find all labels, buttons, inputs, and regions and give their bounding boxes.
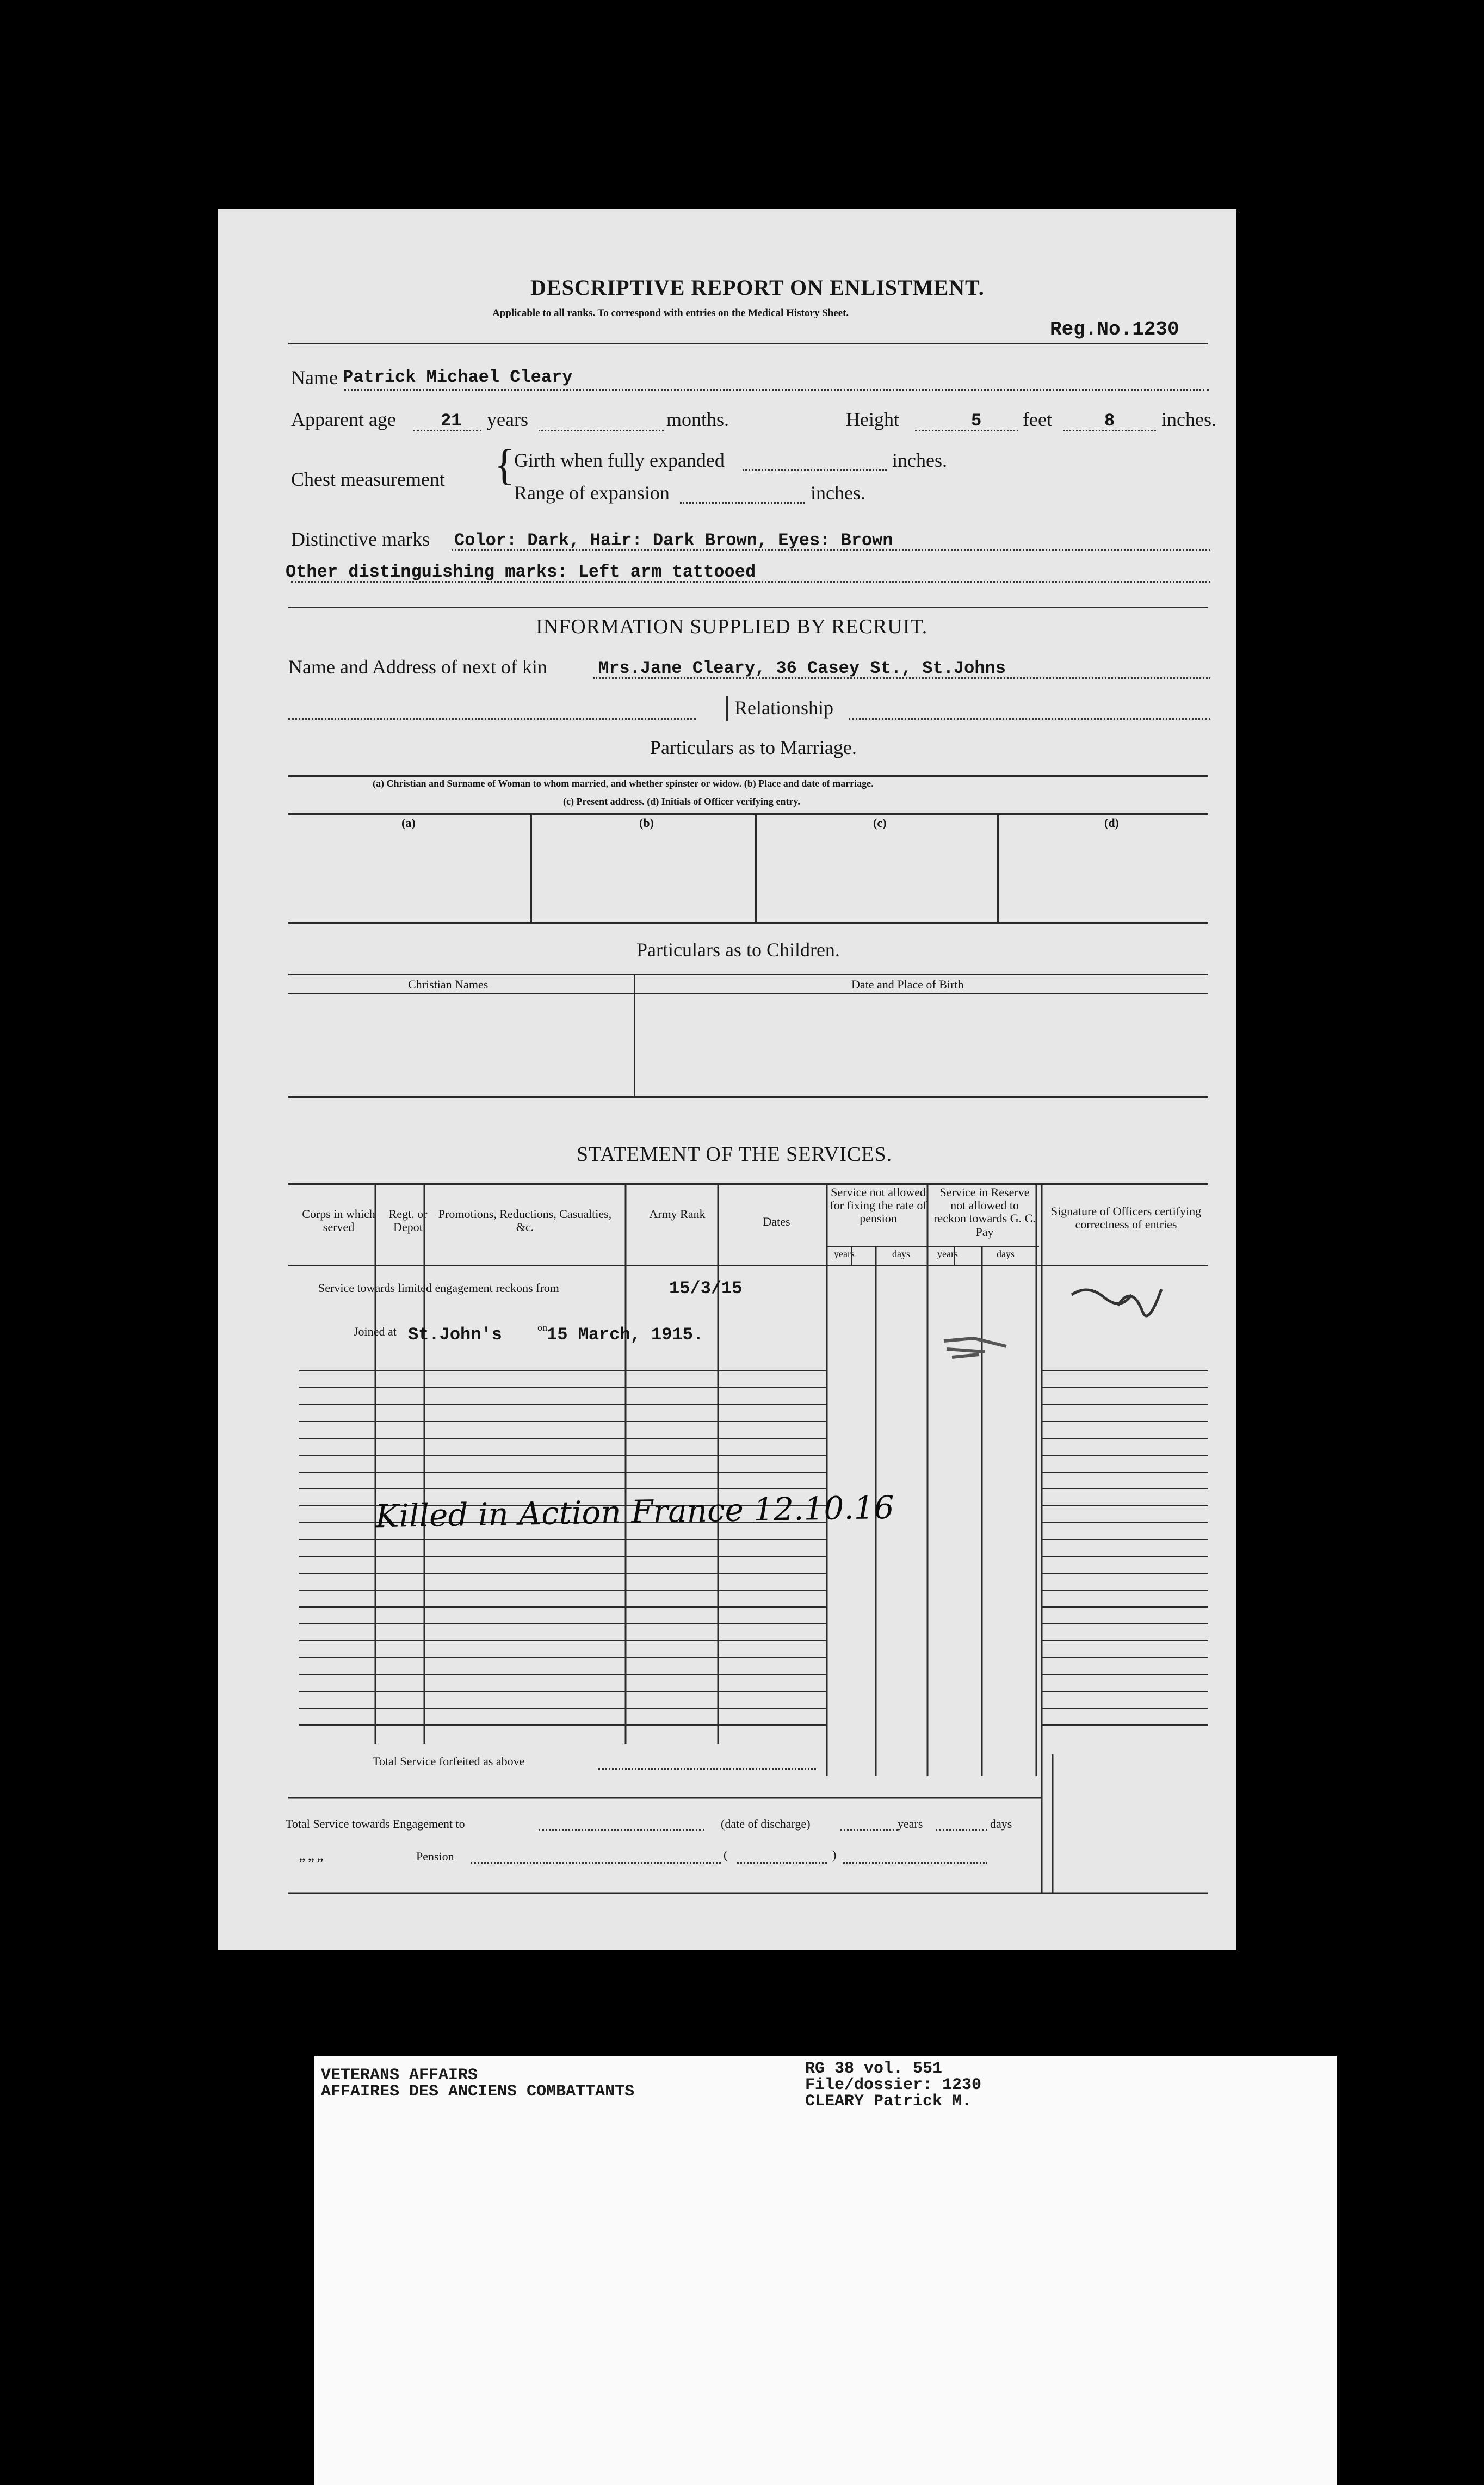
next-of-kin-label: Name and Address of next of kin bbox=[288, 656, 547, 678]
chest-label: Chest measurement bbox=[291, 468, 445, 490]
not-allowed-years: years bbox=[834, 1248, 855, 1259]
card-line-1: VETERANS AFFAIRS bbox=[321, 2066, 478, 2085]
marriage-col-c: (c) bbox=[873, 816, 887, 830]
pension-line-2 bbox=[737, 1862, 827, 1864]
col-corps-header: Corps in which served bbox=[302, 1207, 375, 1234]
marks-label: Distinctive marks bbox=[291, 528, 430, 550]
marriage-col-d: (d) bbox=[1104, 816, 1119, 830]
days-line bbox=[936, 1829, 987, 1831]
girth-label: Girth when fully expanded bbox=[514, 449, 725, 471]
forfeited-line bbox=[598, 1768, 816, 1770]
pension-line bbox=[471, 1862, 721, 1864]
services-title: STATEMENT OF THE SERVICES. bbox=[577, 1143, 893, 1166]
height-inches-value: 8 bbox=[1104, 411, 1115, 431]
name-value: Patrick Michael Cleary bbox=[343, 367, 573, 387]
limited-engagement-label: Service towards limited engagement reckons from bbox=[318, 1281, 559, 1295]
height-label: Height bbox=[846, 409, 899, 430]
card-line-2: AFFAIRES DES ANCIENS COMBATTANTS bbox=[321, 2082, 635, 2101]
paren-open: ( bbox=[724, 1848, 728, 1862]
joined-at-label: Joined at bbox=[354, 1325, 397, 1338]
col-regt-header: Regt. or Depot bbox=[388, 1207, 428, 1234]
age-label: Apparent age bbox=[291, 409, 396, 430]
joined-date: 15 March, 1915. bbox=[547, 1325, 704, 1345]
children-col-names: Christian Names bbox=[408, 978, 489, 991]
reserve-stamp-mark bbox=[941, 1325, 1028, 1368]
relationship-label: Relationship bbox=[734, 697, 833, 719]
not-allowed-days: days bbox=[892, 1248, 910, 1259]
enlistment-report-sheet bbox=[218, 209, 1236, 1950]
range-inches-label: inches. bbox=[811, 482, 865, 504]
pension-label: Pension bbox=[416, 1850, 454, 1863]
years-label: years bbox=[487, 409, 528, 430]
paren-close: ) bbox=[832, 1848, 837, 1862]
handwritten-note: Killed in Action France 12.10.16 bbox=[375, 1488, 895, 1535]
col-reserve-header: Service in Reserve not allowed to reckon towards G. C. Pay bbox=[933, 1185, 1036, 1239]
pension-line-3 bbox=[843, 1862, 987, 1864]
archive-label-card bbox=[314, 2056, 1337, 2485]
col-dates-header: Dates bbox=[763, 1215, 790, 1228]
next-of-kin-value: Mrs.Jane Cleary, 36 Casey St., St.Johns bbox=[598, 658, 1006, 678]
col-rank-header: Army Rank bbox=[649, 1207, 706, 1221]
marriage-col-b: (b) bbox=[639, 816, 654, 830]
total-service-line bbox=[539, 1829, 704, 1831]
marriage-col-a: (a) bbox=[401, 816, 416, 830]
total-service-label: Total Service towards Engagement to bbox=[286, 1817, 465, 1831]
officer-signature bbox=[1066, 1273, 1175, 1333]
services-grid bbox=[218, 209, 1236, 1950]
height-feet-value: 5 bbox=[971, 411, 982, 431]
forfeited-label: Total Service forfeited as above bbox=[373, 1754, 525, 1768]
card-ref-2: File/dossier: 1230 bbox=[805, 2076, 982, 2094]
marks-value: Color: Dark, Hair: Dark Brown, Eyes: Brown bbox=[454, 530, 893, 551]
inches-label: inches. bbox=[1161, 409, 1216, 430]
marriage-note-2: (c) Present address. (d) Initials of Officer verifying entry. bbox=[563, 796, 800, 807]
marriage-note-1: (a) Christian and Surname of Woman to whom married, and whether spinster or widow. (b) Place and date of marriage. bbox=[373, 778, 874, 789]
reg-number: Reg.No.1230 bbox=[1050, 318, 1179, 341]
other-marks-value: Other distinguishing marks: Left arm tattooed bbox=[286, 562, 756, 582]
card-ref-3: CLEARY Patrick M. bbox=[805, 2092, 972, 2111]
years-line bbox=[840, 1829, 898, 1831]
report-title: DESCRIPTIVE REPORT ON ENLISTMENT. bbox=[530, 275, 985, 300]
joined-place: St.John's bbox=[408, 1325, 502, 1345]
children-col-dates: Date and Place of Birth bbox=[851, 978, 964, 991]
col-promotions-header: Promotions, Reductions, Casualties, &c. bbox=[438, 1207, 612, 1234]
marriage-title: Particulars as to Marriage. bbox=[650, 737, 857, 758]
limited-engagement-value: 15/3/15 bbox=[669, 1278, 743, 1299]
name-label: Name bbox=[291, 367, 338, 388]
girth-inches-label: inches. bbox=[892, 449, 947, 471]
years-suffix: years bbox=[898, 1817, 923, 1831]
reserve-years: years bbox=[937, 1248, 958, 1259]
range-label: Range of expansion bbox=[514, 482, 670, 504]
date-of-discharge: (date of discharge) bbox=[721, 1817, 811, 1831]
col-signature-header: Signature of Officers certifying correctness of entries bbox=[1050, 1204, 1202, 1232]
col-not-allowed-header: Service not allowed for fixing the rate of pension bbox=[830, 1185, 927, 1226]
days-suffix: days bbox=[990, 1817, 1012, 1831]
pension-ditto: ,, ,, ,, bbox=[299, 1850, 323, 1863]
on-label: on bbox=[537, 1322, 547, 1333]
info-section-title: INFORMATION SUPPLIED BY RECRUIT. bbox=[536, 615, 928, 638]
months-label: months. bbox=[666, 409, 729, 430]
reserve-days: days bbox=[997, 1248, 1015, 1259]
card-ref-1: RG 38 vol. 551 bbox=[805, 2060, 943, 2078]
chest-brace: { bbox=[494, 441, 515, 489]
report-subtitle: Applicable to all ranks. To correspond with entries on the Medical History Sheet. bbox=[492, 307, 849, 319]
feet-label: feet bbox=[1023, 409, 1052, 430]
age-value: 21 bbox=[441, 411, 462, 431]
children-title: Particulars as to Children. bbox=[636, 939, 840, 961]
